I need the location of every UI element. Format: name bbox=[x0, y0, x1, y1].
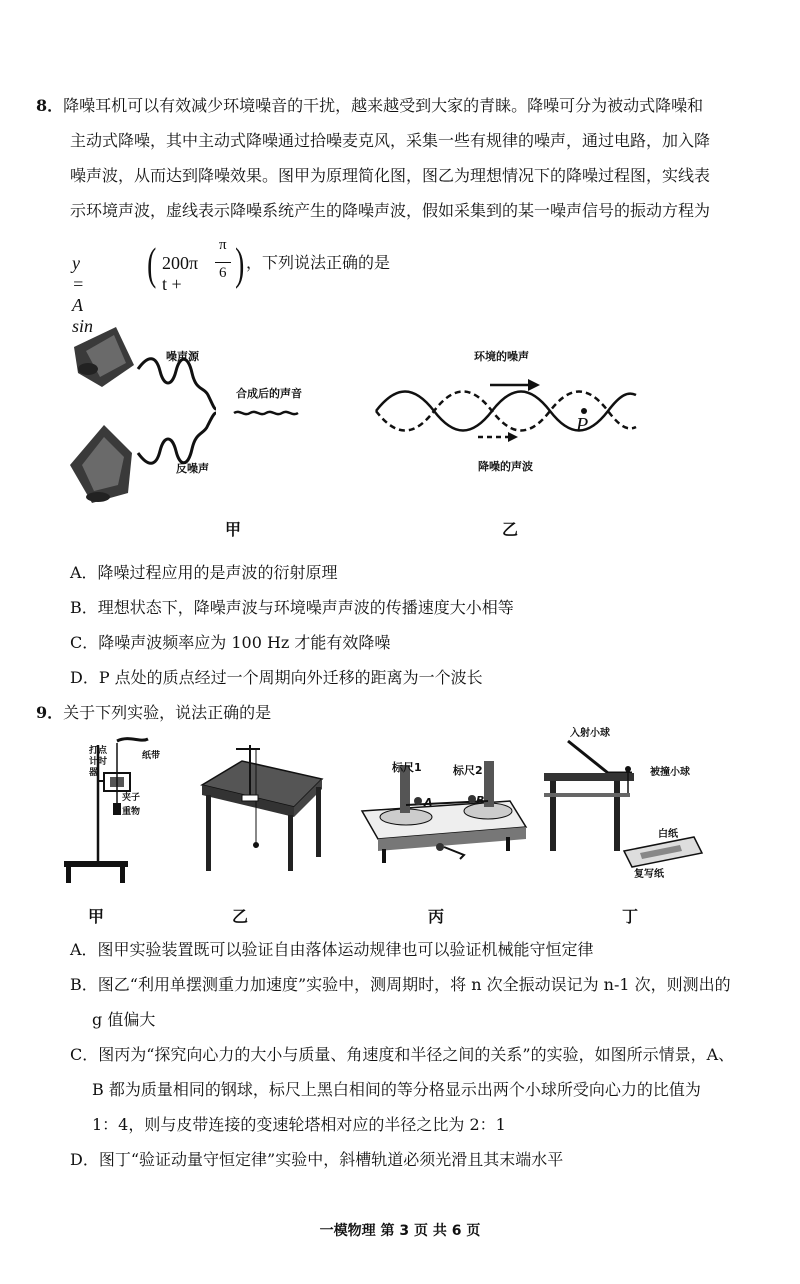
q9-figure-yi bbox=[196, 743, 326, 873]
page-footer: 一模物理 第 3 页 共 6 页 bbox=[319, 1223, 481, 1239]
formula-fraction-bar bbox=[215, 262, 231, 263]
formula-left-paren: ( bbox=[147, 238, 157, 289]
q9-option-c-cont-2: 1：4，则与皮带连接的变速轮塔相对应的半径之比为 2：1 bbox=[92, 1115, 506, 1134]
q9-caption-jia: 甲 bbox=[88, 907, 105, 926]
formula-numerator: π bbox=[219, 237, 227, 253]
q9-option-b-cont: g 值偏大 bbox=[92, 1010, 156, 1029]
label-incident-ball: 入射小球 bbox=[570, 728, 610, 739]
label-ruler-2: 标尺2 bbox=[453, 764, 483, 777]
q9-option-b[interactable]: B．图乙“利用单摆测重力加速度”实验中，测周期时，将 n 次全振动误记为 n-1 次，则测出的 bbox=[70, 975, 731, 994]
q9-figure-ding bbox=[544, 733, 704, 873]
environment-direction-arrow bbox=[528, 379, 540, 391]
label-hit-ball: 被撞小球 bbox=[650, 767, 690, 778]
q9-line-1 bbox=[36, 703, 271, 723]
q8-line-1 bbox=[36, 96, 703, 116]
formula-lhs: y = A sin bbox=[72, 253, 94, 336]
q9-option-c-cont-1: B 都为质量相同的钢球，标尺上黑白相间的等分格显示出两个小球所受向心力的比值为 bbox=[92, 1080, 701, 1099]
q9-option-c[interactable]: C．图丙为“探究向心力的大小与质量、角速度和半径之间的关系”的实验，如图所示情景，A、 bbox=[70, 1045, 735, 1064]
q8-option-a[interactable]: A．降噪过程应用的是声波的衍射原理 bbox=[70, 563, 338, 582]
q8-text-4: 示环境声波，虚线表示降噪系统产生的降噪声波，假如采集到的某一噪声信号的振动方程为 bbox=[70, 201, 711, 220]
label-point-p: P bbox=[576, 414, 589, 436]
label-ball-b: B bbox=[476, 794, 485, 807]
label-tape: 纸带 bbox=[142, 751, 161, 761]
q9-figure-bing bbox=[360, 755, 530, 865]
label-white-paper: 白纸 bbox=[658, 829, 678, 840]
label-carbon-paper: 复写纸 bbox=[634, 869, 664, 880]
q9-option-a[interactable]: A．图甲实验装置既可以验证自由落体运动规律也可以验证机械能守恒定律 bbox=[70, 940, 594, 959]
label-noise-source: 噪声源 bbox=[166, 350, 199, 363]
label-anti-noise: 反噪声 bbox=[176, 462, 209, 475]
q9-caption-bing: 丙 bbox=[428, 907, 445, 926]
cancel-direction-arrow bbox=[508, 432, 518, 442]
q8-text-1: 降噪耳机可以有效减少环境噪音的干扰，越来越受到大家的青睐。降噪可分为被动式降噪和 bbox=[63, 96, 704, 115]
q9-caption-ding: 丁 bbox=[622, 907, 639, 926]
q8-caption-yi: 乙 bbox=[502, 520, 519, 539]
speaker-bottom-icon bbox=[70, 425, 132, 503]
q8-text-3: 噪声波，从而达到降噪效果。图甲为原理简化图，图乙为理想情况下的降噪过程图，实线表 bbox=[70, 166, 711, 185]
label-timer: 打点计时器 bbox=[89, 746, 108, 778]
anti-noise-wave bbox=[138, 413, 216, 463]
q9-number: 9． bbox=[36, 703, 64, 722]
q8-number: 8． bbox=[36, 96, 64, 115]
q8-figure-yi bbox=[370, 355, 650, 465]
q8-option-b[interactable]: B．理想状态下，降噪声波与环境噪声声波的传播速度大小相等 bbox=[70, 598, 514, 617]
q8-caption-jia: 甲 bbox=[225, 520, 242, 539]
q8-formula-suffix: ，下列说法正确的是 bbox=[246, 253, 391, 272]
label-weight: 重物 bbox=[122, 807, 141, 817]
q9-caption-yi: 乙 bbox=[232, 907, 249, 926]
label-cancel-noise: 降噪的声波 bbox=[478, 460, 533, 473]
label-clip: 夹子 bbox=[122, 793, 141, 803]
noise-wave bbox=[138, 359, 216, 409]
speaker-top-icon bbox=[74, 327, 134, 387]
label-ruler-1: 标尺1 bbox=[392, 761, 422, 774]
q8-option-c[interactable]: C．降噪声波频率应为 100 Hz 才能有效降噪 bbox=[70, 633, 391, 652]
q9-option-d[interactable]: D．图丁“验证动量守恒定律”实验中，斜槽轨道必须光滑且其末端水平 bbox=[70, 1150, 564, 1169]
q8-option-d[interactable]: D．P 点处的质点经过一个周期向外迁移的距离为一个波长 bbox=[70, 668, 483, 687]
label-ball-a: A bbox=[424, 796, 433, 809]
q8-text-2: 主动式降噪，其中主动式降噪通过拾噪麦克风，采集一些有规律的噪声，通过电路，加入降 bbox=[70, 131, 711, 150]
combined-wave bbox=[234, 412, 298, 414]
label-environment-noise: 环境的噪声 bbox=[474, 350, 529, 363]
formula-right-paren: ) bbox=[235, 238, 245, 289]
q9-stem: 关于下列实验，说法正确的是 bbox=[63, 703, 272, 722]
label-combined-sound: 合成后的声音 bbox=[236, 387, 302, 400]
formula-denominator: 6 bbox=[219, 265, 227, 281]
formula-inner: 200π t + bbox=[162, 253, 199, 294]
